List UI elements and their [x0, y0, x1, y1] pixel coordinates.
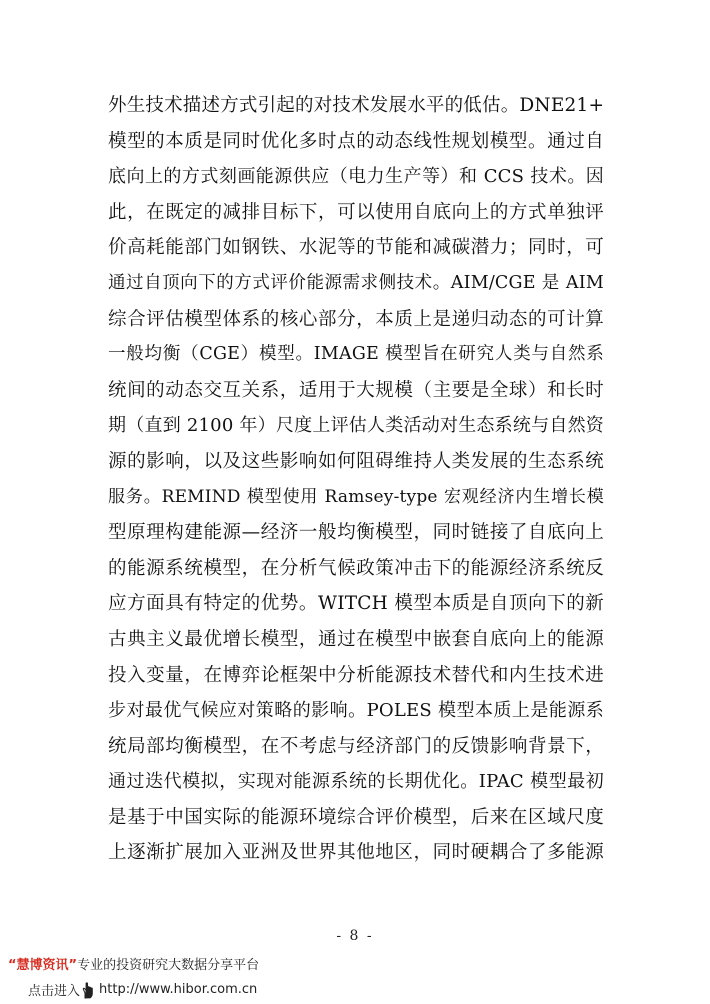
text-line: 步对最优气候应对策略的影响。POLES 模型本质上是能源系	[108, 700, 604, 722]
text-line: 服务。REMIND 模型使用 Ramsey-type 宏观经济内生增长模	[108, 486, 604, 507]
text-line: 源的影响，以及这些影响如何阻碍维持人类发展的生态系统	[108, 450, 604, 472]
text-line: 上逐渐扩展加入亚洲及世界其他地区，同时硬耦合了多能源	[108, 842, 604, 864]
site-url-link[interactable]: http://www.hibor.com.cn	[99, 982, 258, 997]
brand-tagline: 专业的投资研究大数据分享平台	[77, 958, 260, 973]
hand-pointer-icon	[81, 981, 97, 999]
text-line: 模型的本质是同时优化多时点的动态线性规划模型。通过自	[108, 130, 604, 152]
text-line: 底向上的方式刻画能源供应（电力生产等）和 CCS 技术。因	[108, 166, 604, 188]
text-line: 古典主义最优增长模型，通过在模型中嵌套自底向上的能源	[108, 628, 604, 650]
text-line: 期（直到 2100 年）尺度上评估人类活动对生态系统与自然资	[108, 415, 604, 437]
text-line: 投入变量，在博弈论框架中分析能源技术替代和内生技术进	[108, 664, 604, 686]
page-number: - 8 -	[336, 928, 374, 944]
text-line: 通过自顶向下的方式评价能源需求侧技术。AIM/CGE 是 AIM	[108, 272, 604, 293]
text-line: 型原理构建能源—经济一般均衡模型，同时链接了自底向上	[108, 522, 604, 544]
text-line: 的能源系统模型，在分析气候政策冲击下的能源经济系统反	[108, 557, 604, 579]
text-line: 通过迭代模拟，实现对能源系统的长期优化。IPAC 模型最初	[108, 771, 604, 793]
text-line: 此，在既定的减排目标下，可以使用自底向上的方式单独评	[108, 201, 604, 223]
text-line: 应方面具有特定的优势。WITCH 模型本质是自顶向下的新	[108, 593, 604, 615]
footer-brand-line	[8, 954, 259, 973]
text-line: 是基于中国实际的能源环境综合评价模型，后来在区域尺度	[108, 806, 604, 828]
text-line: 价高耗能部门如钢铁、水泥等的节能和减碳潜力；同时，可	[108, 237, 604, 259]
text-line: 外生技术描述方式引起的对技术发展水平的低估。DNE21+	[108, 95, 605, 116]
text-line: 综合评估模型体系的核心部分，本质上是递归动态的可计算	[108, 308, 604, 330]
body-text	[108, 88, 604, 871]
text-line: 统局部均衡模型，在不考虑与经济部门的反馈影响背景下，	[108, 735, 604, 757]
text-line: 统间的动态交互关系，适用于大规模（主要是全球）和长时	[108, 379, 604, 401]
text-line: 一般均衡（CGE）模型。IMAGE 模型旨在研究人类与自然系	[108, 344, 604, 365]
footer-link-line[interactable]	[28, 980, 257, 999]
brand-name: “慧博资讯”	[8, 958, 78, 973]
link-prefix: 点击进入	[28, 984, 81, 999]
